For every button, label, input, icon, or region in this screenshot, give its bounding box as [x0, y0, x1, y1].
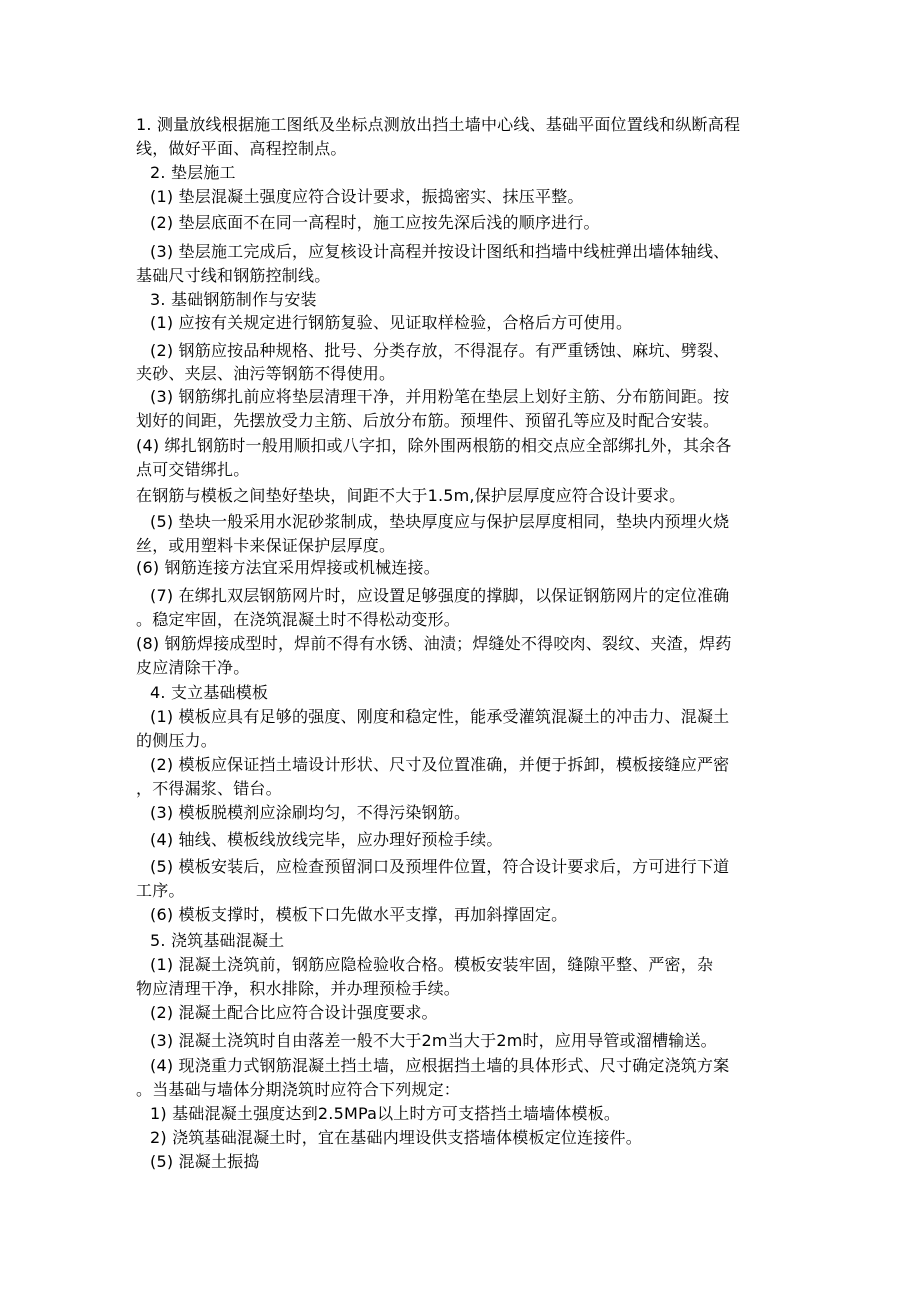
text-line: (4) 现浇重力式钢筋混凝土挡土墙，应根据挡土墙的具体形式、尺寸确定浇筑方案	[150, 1056, 730, 1075]
text-line: (6) 模板支撑时，模板下口先做水平支撑，再加斜撑固定。	[150, 905, 568, 924]
text-line: 划好的间距，先摆放受力主筋、后放分布筋。预埋件、预留孔等应及时配合安装。	[136, 411, 720, 430]
section-heading: 3. 基础钢筋制作与安装	[150, 290, 317, 309]
text-line: (7) 在绑扎双层钢筋网片时，应设置足够强度的撑脚，以保证钢筋网片的定位准确	[150, 586, 730, 605]
text-line: 在钢筋与模板之间垫好垫块，间距不大于1.5m,保护层厚度应符合设计要求。	[136, 486, 686, 505]
text-line: (5) 垫块一般采用水泥砂浆制成，垫块厚度应与保护层厚度相同，垫块内预埋火烧	[150, 512, 730, 531]
text-line: (2) 模板应保证挡土墙设计形状、尺寸及位置准确，并便于拆卸，模板接缝应严密	[150, 755, 730, 774]
text-line: (4) 轴线、模板线放线完毕，应办理好预检手续。	[150, 830, 503, 849]
text-line: 基础尺寸线和钢筋控制线。	[136, 266, 331, 285]
text-line: 工序。	[136, 881, 185, 900]
text-line: (3) 垫层施工完成后，应复核设计高程并按设计图纸和挡墙中线桩弹出墙体轴线、	[150, 242, 730, 261]
text-line: (4) 绑扎钢筋时一般用顺扣或八字扣，除外围两根筋的相交点应全部绑扎外，其余各	[136, 436, 732, 455]
text-line: 1) 基础混凝土强度达到2.5MPa以上时方可支搭挡土墙墙体模板。	[150, 1104, 621, 1123]
text-line: (2) 钢筋应按品种规格、批号、分类存放，不得混存。有严重锈蚀、麻坑、劈裂、	[150, 341, 730, 360]
text-line: (1) 模板应具有足够的强度、刚度和稳定性，能承受灌筑混凝土的冲击力、混凝土	[150, 707, 730, 726]
text-line: (1) 应按有关规定进行钢筋复验、见证取样检验，合格后方可使用。	[150, 313, 633, 332]
text-line: 夹砂、夹层、油污等钢筋不得使用。	[136, 364, 396, 383]
text-line: 物应清理干净，积水排除，并办理预检手续。	[136, 979, 461, 998]
text-line: (3) 钢筋绑扎前应将垫层清理干净，并用粉笔在垫层上划好主筋、分布筋间距。按	[150, 387, 730, 406]
text-line: 丝，或用塑料卡来保证保护层厚度。	[136, 536, 396, 555]
section-heading: 5. 浇筑基础混凝土	[150, 931, 285, 950]
text-line: (2) 混凝土配合比应符合设计强度要求。	[150, 1003, 438, 1022]
text-line: 。稳定牢固，在浇筑混凝土时不得松动变形。	[136, 610, 461, 629]
text-line: 。当基础与墙体分期浇筑时应符合下列规定：	[136, 1080, 461, 1099]
text-line: (5) 模板安装后，应检查预留洞口及预埋件位置，符合设计要求后，方可进行下道	[150, 857, 730, 876]
text-line: 2) 浇筑基础混凝土时，宜在基础内埋设供支搭墙体模板定位连接件。	[150, 1128, 642, 1147]
text-line: (3) 模板脱模剂应涂刷均匀，不得污染钢筋。	[150, 803, 471, 822]
section-heading: 2. 垫层施工	[150, 163, 236, 182]
text-line: ，不得漏浆、错台。	[136, 779, 282, 798]
text-line: 皮应清除干净。	[136, 658, 250, 677]
section-heading: 4. 支立基础模板	[150, 683, 269, 702]
text-line: (1) 混凝土浇筑前，钢筋应隐检验收合格。模板安装牢固，缝隙平整、严密，杂	[150, 955, 714, 974]
text-line: (2) 垫层底面不在同一高程时，施工应按先深后浅的顺序进行。	[150, 213, 600, 232]
text-line: (1) 垫层混凝土强度应符合设计要求，振捣密实、抹压平整。	[150, 187, 584, 206]
text-line: 1. 测量放线根据施工图纸及坐标点测放出挡土墙中心线、基础平面位置线和纵断高程	[136, 115, 741, 134]
text-line: (3) 混凝土浇筑时自由落差一般不大于2m当大于2m时，应用导管或溜槽输送。	[150, 1031, 717, 1050]
text-line: (5) 混凝土振捣	[150, 1152, 260, 1171]
text-line: (8) 钢筋焊接成型时，焊前不得有水锈、油渍；焊缝处不得咬肉、裂纹、夹渣，焊药	[136, 634, 732, 653]
text-line: 的侧压力。	[136, 731, 218, 750]
text-line: (6) 钢筋连接方法宜采用焊接或机械连接。	[136, 558, 440, 577]
text-line: 线，做好平面、高程控制点。	[136, 139, 347, 158]
text-line: 点可交错绑扎。	[136, 460, 250, 479]
